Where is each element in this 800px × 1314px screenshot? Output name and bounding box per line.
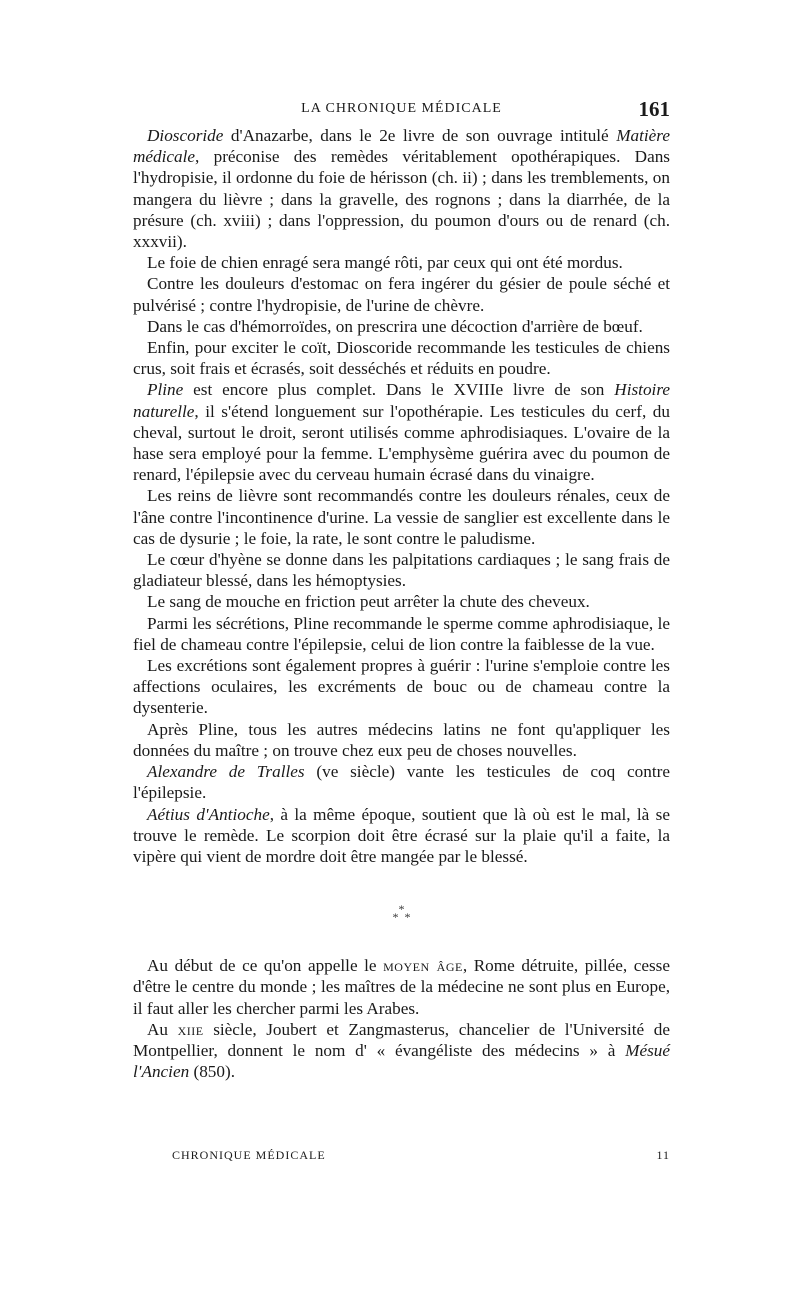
name-alexandre-de-tralles: Alexandre de Tralles [147,762,305,782]
paragraph-pline [133,379,670,485]
paragraph: Les reins de lièvre sont recommandés contre les douleurs rénales, ceux de l'âne contre l'incontinence d'urine. La vessie de sanglier est excellente dans le cas de dysurie ; le foie, la rate, le sont contre le paludisme. [133,486,670,548]
paragraph-text: Au [147,1019,178,1039]
paragraph-text: (850). [189,1062,235,1082]
paragraph-aetius [133,804,670,868]
paragraph: Dans le cas d'hémorroïdes, on prescrira une décoction d'arrière de bœuf. [147,316,643,336]
paragraph: Enfin, pour exciter le coït, Dioscoride recommande les testicules de chiens crus, soit frais et écrasés, soit desséchés et réduits en poudre. [133,338,670,379]
article-body [133,125,670,1082]
paragraph: Contre les douleurs d'estomac on fera ingérer du gésier de poule séché et pulvérisé ; contre l'hydropisie, de l'urine de chèvre. [133,274,670,315]
paragraph: Le foie de chien enragé sera mangé rôti, par ceux qui ont été mordus. [147,253,623,273]
paragraph-xiie-siecle [133,1019,670,1083]
paragraph-text: , il s'étend longuement sur l'opothérapie. Les testicules du cerf, du cheval, surtout le droit, seront utilisés comme aphrodisiaques. L'ovaire de la hase sera employé pour la femme. L'emphysème guérira avec du poumon de renard, l'épilepsie avec du cerveau humain écrasé dans du vinaigre. [133,401,670,485]
book-title-histoire-naturelle: Histoire naturelle [133,380,670,421]
paragraph-text: (ve siècle) vante les testicules de coq contre l'épilepsie. [133,762,670,803]
sheet-number: 11 [656,1148,670,1162]
paragraph: Le cœur d'hyène se donne dans les palpitations cardiaques ; le sang frais de gladiateur blessé, dans les hémoptysies. [133,550,670,591]
section-separator [133,902,670,925]
page-number: 161 [638,97,670,121]
paragraph-alexandre [133,761,670,803]
book-title-matiere-medicale: Matière médicale [133,126,670,167]
separator-star: * [404,910,411,925]
running-header [133,97,670,123]
century-xiie: xiie [177,1019,204,1039]
separator-star: * [392,910,399,925]
name-mesue: Mésué l'Ancien [133,1040,670,1082]
paragraph: Parmi les sécrétions, Pline recommande le sperme comme aphrodisiaque, le fiel de chameau contre l'épilepsie, celui de lion contre la faiblesse de la vue. [133,613,670,654]
term-moyen-age: moyen âge [383,956,463,976]
paragraph-text: , Rome détruite, pillée, cesse d'être le centre du monde ; les maîtres de la médecine ne sont plus en Europe, il faut aller les chercher parmi les Arabes. [133,956,670,1018]
signature-text: CHRONIQUE MÉDICALE [172,1148,326,1162]
paragraph-text: Au début de ce qu'on appelle le [147,956,384,976]
paragraph: Après Pline, tous les autres médecins latins ne font qu'appliquer les données du maître ; on trouve chez eux peu de choses nouvelles. [133,719,670,760]
paragraph-text: , à la même époque, soutient que là où est le mal, là se trouve le remède. Le scorpion doit être écrasé sur la plaie qu'il a faite, la vipère qui vient de mordre doit être mangée par le blessé. [133,804,670,866]
paragraph-text: est encore plus complet. Dans le XVIIIe livre de son [183,380,615,400]
journal-title: LA CHRONIQUE MÉDICALE [301,101,502,116]
name-dioscoride: Dioscoride [147,126,224,145]
paragraph-dioscoride [133,125,670,252]
name-aetius: Aétius d'Antioche [147,804,270,824]
paragraph: Le sang de mouche en friction peut arrêter la chute des cheveux. [147,592,590,612]
separator-star-bottom [133,910,670,925]
separator-star-top: * [398,902,405,917]
printer-signature [172,1148,670,1163]
paragraph-moyen-age [133,955,670,1019]
paragraph-text: d'Anazarbe, dans le 2e livre de son ouvrage intitulé [223,126,617,145]
paragraph-text: , préconise des remèdes véritablement opothérapiques. Dans l'hydropisie, il ordonne du foie de hérisson (ch. ii) ; dans les tremblements, on mangera du lièvre ; dans la gravelle, des rognons ; dans la diarrhée, de la présure (ch. xviii) ; dans l'oppression, du poumon d'ours ou de renard (ch. xxxvii). [133,147,670,252]
name-pline: Pline [147,380,184,400]
paragraph: Les excrétions sont également propres à guérir : l'urine s'emploie contre les affections oculaires, les excréments de bouc ou de chameau contre la dysenterie. [133,656,670,718]
paragraph-text: siècle, Joubert et Zangmasterus, chancelier de l'Université de Montpellier, donnent le nom d' « évangéliste des médecins » à [133,1019,670,1060]
